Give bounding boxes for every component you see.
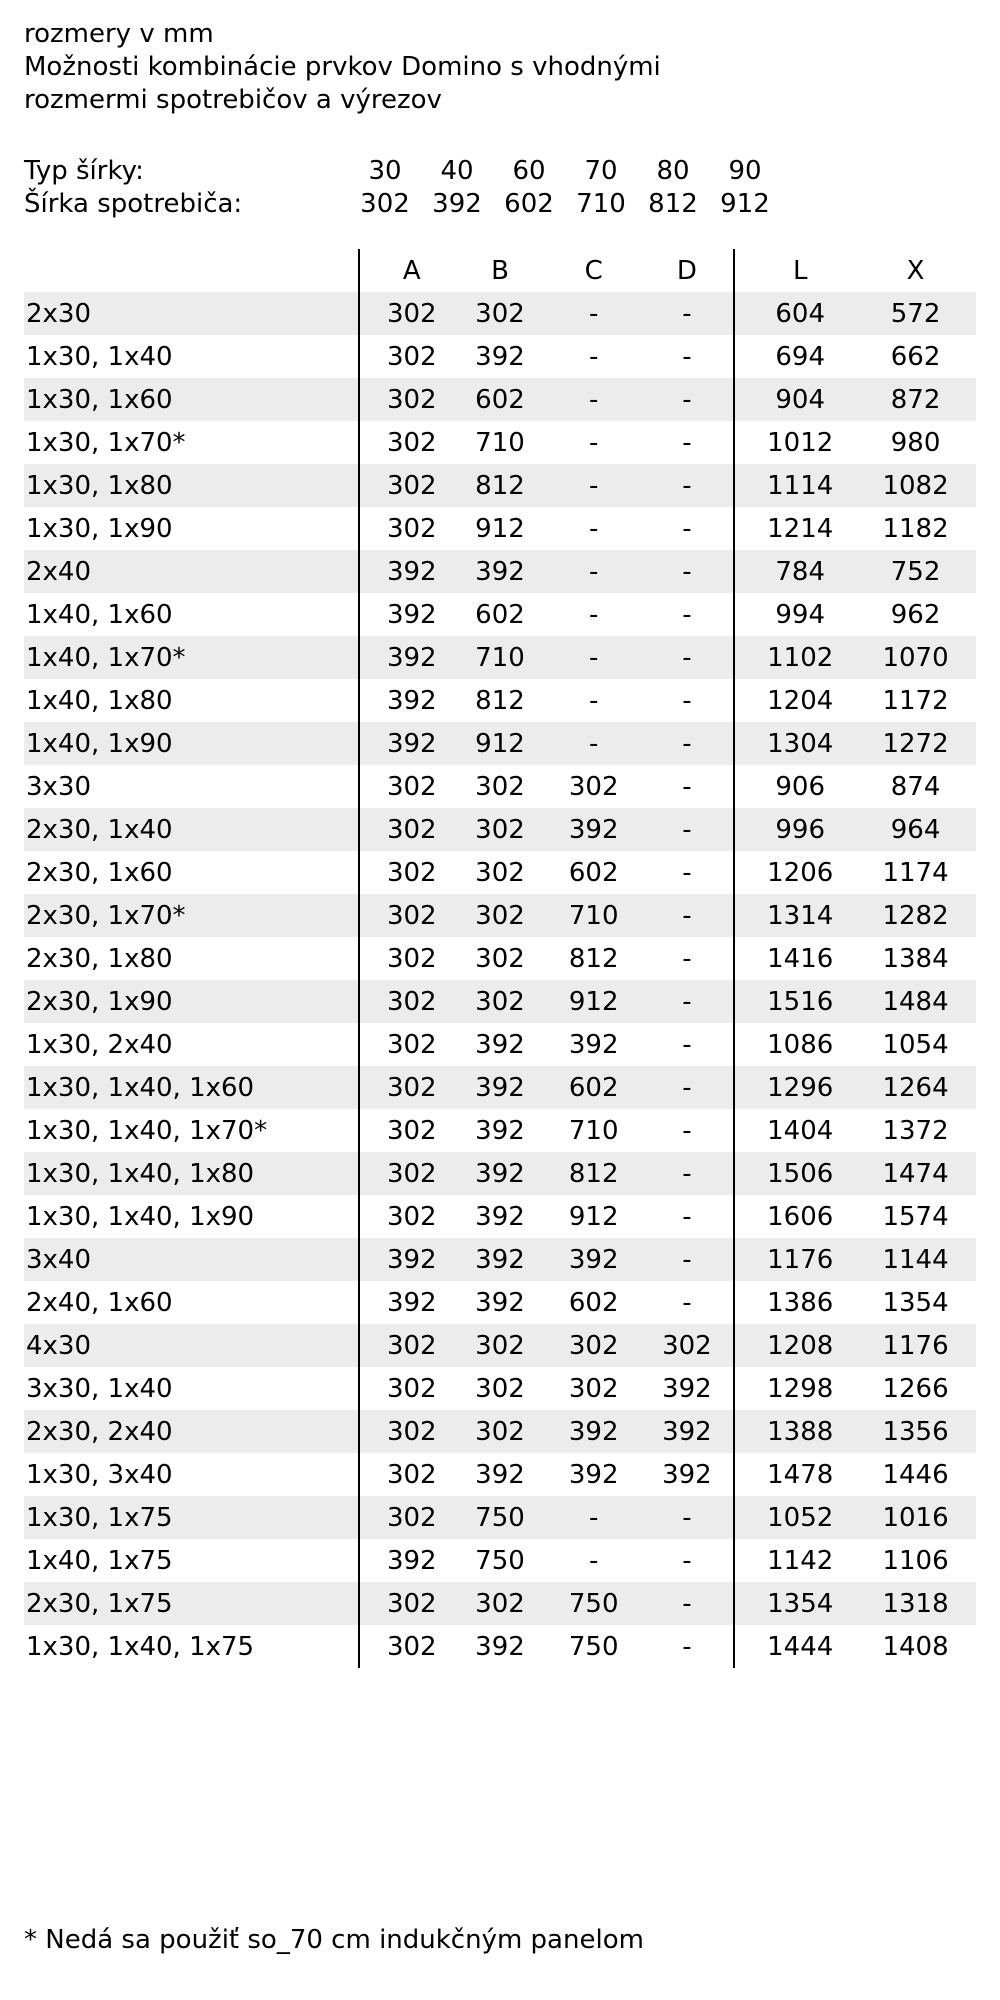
width-type-value: 90 — [728, 156, 762, 186]
cell-l: 1388 — [734, 1410, 855, 1453]
cell-a: 302 — [359, 1582, 453, 1625]
cell-a: 302 — [359, 937, 453, 980]
cell-combination: 1x30, 1x90 — [26, 513, 173, 544]
table-row — [24, 1023, 976, 1066]
cell-d: - — [641, 722, 735, 765]
cell-x: 872 — [855, 378, 976, 421]
cell-d: 392 — [662, 1373, 712, 1404]
cell-combination: 1x30, 1x40, 1x70* — [26, 1115, 268, 1146]
cell-l: 1086 — [734, 1023, 855, 1066]
cell-b: 302 — [453, 808, 547, 851]
cell-x: 1106 — [882, 1545, 949, 1576]
cell-a: 392 — [359, 593, 453, 636]
device-width-value: 302 — [360, 189, 410, 219]
cell-x: 1144 — [855, 1238, 976, 1281]
cell-b: 302 — [475, 771, 525, 802]
cell-d: - — [641, 1152, 735, 1195]
cell-d: - — [682, 943, 692, 974]
cell-b: 302 — [453, 1582, 547, 1625]
cell-a: 302 — [359, 1367, 453, 1410]
table-row — [24, 1367, 976, 1410]
cell-x: 1282 — [855, 894, 976, 937]
cell-d: - — [641, 1496, 735, 1539]
cell-combination: 1x30, 3x40 — [26, 1459, 173, 1490]
cell-x: 1016 — [855, 1496, 976, 1539]
cell-d: - — [641, 980, 735, 1023]
cell-combination: 2x30, 1x75 — [24, 1582, 359, 1625]
table-row — [24, 722, 976, 765]
cell-b: 392 — [475, 1115, 525, 1146]
table-row — [24, 1582, 976, 1625]
cell-a: 302 — [359, 1109, 453, 1152]
cell-combination: 2x40 — [24, 550, 359, 593]
cell-x: 1574 — [882, 1201, 949, 1232]
cell-b: 812 — [453, 464, 547, 507]
cell-b: 602 — [453, 378, 547, 421]
cell-d: - — [641, 1066, 735, 1109]
cell-c: 392 — [568, 1459, 619, 1490]
combination-table — [24, 249, 976, 1668]
cell-a: 302 — [359, 1066, 453, 1109]
table-row — [24, 937, 976, 980]
cell-a: 302 — [359, 378, 453, 421]
cell-d: - — [641, 808, 735, 851]
cell-x: 1266 — [882, 1373, 949, 1404]
cell-b: 392 — [453, 1238, 547, 1281]
table-row — [24, 851, 976, 894]
cell-b: 392 — [475, 1287, 525, 1318]
cell-b: 812 — [475, 685, 525, 716]
device-width-value: 392 — [432, 189, 482, 219]
cell-d: - — [682, 427, 692, 458]
cell-a: 302 — [359, 464, 453, 507]
cell-d: - — [641, 894, 735, 937]
width-type-values — [349, 155, 781, 188]
cell-b: 392 — [453, 1152, 547, 1195]
cell-c: - — [589, 341, 599, 372]
cell-a: 302 — [359, 1152, 453, 1195]
width-type-value: 30 — [368, 156, 402, 186]
cell-c: - — [589, 427, 599, 458]
cell-l: 1298 — [734, 1367, 855, 1410]
cell-c: - — [547, 378, 641, 421]
cell-l: 996 — [734, 808, 855, 851]
cell-c: 710 — [568, 1115, 619, 1146]
cell-combination: 2x30, 2x40 — [24, 1410, 359, 1453]
intro-line-title-2: rozmermi spotrebičov a výrezov — [24, 85, 442, 115]
cell-a: 302 — [359, 1453, 453, 1496]
cell-x: 874 — [890, 771, 941, 802]
table-row — [24, 1625, 976, 1668]
header-row — [24, 249, 976, 292]
cell-d: 392 — [641, 1410, 735, 1453]
table-row — [24, 593, 976, 636]
cell-l: 904 — [734, 378, 855, 421]
cell-l: 1314 — [734, 894, 855, 937]
header-b: B — [491, 255, 509, 286]
cell-a: 302 — [359, 1625, 453, 1668]
table-row — [24, 550, 976, 593]
cell-c: 392 — [547, 808, 641, 851]
cell-c: 750 — [547, 1582, 641, 1625]
cell-c: - — [547, 722, 641, 765]
cell-c: 302 — [568, 771, 619, 802]
cell-a: 302 — [359, 292, 453, 335]
cell-x: 752 — [855, 550, 976, 593]
cell-l: 1444 — [734, 1625, 855, 1668]
cell-d: - — [682, 857, 692, 888]
cell-b: 302 — [453, 980, 547, 1023]
cell-b: 392 — [475, 1029, 525, 1060]
cell-b: 302 — [453, 292, 547, 335]
cell-c: 392 — [547, 1238, 641, 1281]
cell-l: 1404 — [734, 1109, 855, 1152]
cell-combination: 2x30, 1x60 — [26, 857, 173, 888]
cell-a: 302 — [359, 421, 453, 464]
table-row — [24, 1324, 976, 1367]
cell-c: 392 — [547, 1410, 641, 1453]
header-combination — [24, 249, 359, 292]
cell-c: 812 — [568, 943, 619, 974]
cell-d: 302 — [641, 1324, 735, 1367]
table-row — [24, 1496, 976, 1539]
table-row — [24, 636, 976, 679]
cell-l: 1102 — [734, 636, 855, 679]
cell-x: 1054 — [882, 1029, 949, 1060]
cell-c: 912 — [547, 980, 641, 1023]
table-row — [24, 1238, 976, 1281]
cell-combination: 3x30 — [26, 771, 92, 802]
cell-combination: 1x40, 1x90 — [24, 722, 359, 765]
cell-l: 994 — [734, 593, 855, 636]
cell-d: - — [682, 599, 692, 630]
cell-x: 1272 — [855, 722, 976, 765]
cell-combination: 1x40, 1x75 — [26, 1545, 173, 1576]
cell-a: 302 — [359, 507, 453, 550]
cell-b: 302 — [453, 1410, 547, 1453]
cell-c: 602 — [568, 1287, 619, 1318]
cell-x: 1070 — [855, 636, 976, 679]
width-type-row — [24, 155, 976, 188]
cell-a: 392 — [359, 1539, 453, 1582]
cell-l: 1114 — [734, 464, 855, 507]
table-row — [24, 765, 976, 808]
cell-l: 1296 — [734, 1066, 855, 1109]
cell-combination: 2x40, 1x60 — [26, 1287, 173, 1318]
cell-b: 710 — [475, 427, 525, 458]
cell-a: 302 — [359, 1496, 453, 1539]
cell-l: 1304 — [734, 722, 855, 765]
cell-c: - — [547, 550, 641, 593]
cell-d: - — [682, 1201, 692, 1232]
cell-x: 662 — [890, 341, 941, 372]
cell-c: - — [589, 1545, 599, 1576]
cell-c: - — [589, 513, 599, 544]
cell-l: 1012 — [734, 421, 855, 464]
intro-line-title-1: Možnosti kombinácie prvkov Domino s vhodnými — [24, 52, 661, 82]
cell-l: 1416 — [734, 937, 855, 980]
cell-l: 1206 — [734, 851, 855, 894]
cell-b: 392 — [453, 1066, 547, 1109]
cell-combination: 1x30, 1x40, 1x60 — [24, 1066, 359, 1109]
intro-block — [24, 18, 976, 117]
cell-combination: 1x30, 1x40 — [26, 341, 173, 372]
cell-l: 1506 — [734, 1152, 855, 1195]
cell-c: 750 — [568, 1631, 619, 1662]
cell-b: 392 — [475, 1631, 525, 1662]
table-row — [24, 1539, 976, 1582]
cell-c: - — [547, 292, 641, 335]
table-row — [24, 980, 976, 1023]
header-l: L — [734, 249, 855, 292]
header-x: X — [906, 255, 925, 286]
cell-d: - — [641, 550, 735, 593]
cell-combination: 1x40, 1x70* — [24, 636, 359, 679]
cell-c: 392 — [568, 1029, 619, 1060]
cell-d: - — [682, 1631, 692, 1662]
cell-x: 1174 — [882, 857, 949, 888]
cell-x: 980 — [890, 427, 941, 458]
cell-combination: 2x30, 1x70* — [24, 894, 359, 937]
cell-c: 812 — [547, 1152, 641, 1195]
cell-b: 392 — [475, 1201, 525, 1232]
cell-l: 1516 — [734, 980, 855, 1023]
cell-b: 392 — [475, 341, 525, 372]
cell-combination: 1x30, 1x60 — [24, 378, 359, 421]
cell-x: 1172 — [882, 685, 949, 716]
cell-l: 1052 — [734, 1496, 855, 1539]
cell-a: 302 — [359, 1195, 453, 1238]
cell-a: 302 — [359, 1023, 453, 1066]
cell-d: - — [641, 292, 735, 335]
cell-b: 302 — [453, 1324, 547, 1367]
width-type-value: 70 — [584, 156, 618, 186]
cell-d: - — [641, 378, 735, 421]
cell-d: - — [682, 1115, 692, 1146]
cell-d: - — [641, 464, 735, 507]
device-width-value: 912 — [720, 189, 770, 219]
table-row — [24, 335, 976, 378]
cell-c: 710 — [547, 894, 641, 937]
cell-combination: 4x30 — [24, 1324, 359, 1367]
cell-c: 912 — [568, 1201, 619, 1232]
cell-d: - — [641, 1582, 735, 1625]
cell-c: - — [589, 685, 599, 716]
cell-a: 392 — [359, 636, 453, 679]
header-a: A — [359, 249, 453, 292]
table-row — [24, 1152, 976, 1195]
cell-c: - — [547, 636, 641, 679]
table-row — [24, 1453, 976, 1496]
width-type-value: 40 — [440, 156, 474, 186]
cell-b: 602 — [475, 599, 525, 630]
width-type-value: 80 — [656, 156, 690, 186]
cell-combination: 1x30, 1x75 — [24, 1496, 359, 1539]
cell-x: 1176 — [855, 1324, 976, 1367]
cell-b: 392 — [475, 1459, 525, 1490]
cell-x: 1264 — [855, 1066, 976, 1109]
table-row — [24, 808, 976, 851]
table-row — [24, 894, 976, 937]
table-row — [24, 1195, 976, 1238]
device-width-value: 812 — [648, 189, 698, 219]
cell-c: - — [589, 599, 599, 630]
cell-d: - — [641, 636, 735, 679]
table-body — [24, 292, 976, 1668]
cell-l: 1354 — [734, 1582, 855, 1625]
table-row — [24, 378, 976, 421]
cell-b: 750 — [475, 1545, 525, 1576]
cell-x: 1354 — [882, 1287, 949, 1318]
cell-c: 602 — [547, 1066, 641, 1109]
cell-b: 392 — [453, 550, 547, 593]
cell-a: 302 — [359, 808, 453, 851]
cell-a: 302 — [359, 1410, 453, 1453]
table-row — [24, 1281, 976, 1324]
footnote: * Nedá sa použiť so_70 cm indukčným panelom — [24, 1925, 644, 1955]
cell-combination: 1x30, 1x80 — [24, 464, 359, 507]
cell-d: - — [682, 1545, 692, 1576]
cell-combination: 2x30, 1x90 — [24, 980, 359, 1023]
width-type-value: 60 — [512, 156, 546, 186]
cell-b: 750 — [453, 1496, 547, 1539]
cell-combination: 3x30, 1x40 — [26, 1373, 173, 1404]
cell-x: 1318 — [855, 1582, 976, 1625]
cell-combination: 1x40, 1x80 — [26, 685, 173, 716]
cell-combination: 1x30, 1x40, 1x75 — [26, 1631, 255, 1662]
cell-x: 962 — [890, 599, 941, 630]
table-head — [24, 249, 976, 292]
cell-b: 302 — [453, 894, 547, 937]
cell-a: 392 — [359, 1281, 453, 1324]
cell-combination: 2x30, 1x40 — [24, 808, 359, 851]
cell-d: - — [682, 771, 692, 802]
device-width-row — [24, 188, 976, 221]
width-type-label: Typ šírky: — [24, 156, 144, 186]
table-row — [24, 507, 976, 550]
cell-c: 302 — [547, 1324, 641, 1367]
device-width-values — [349, 188, 781, 221]
cell-l: 1214 — [734, 507, 855, 550]
cell-l: 1208 — [734, 1324, 855, 1367]
table-row — [24, 421, 976, 464]
cell-d: - — [641, 1238, 735, 1281]
cell-x: 1372 — [882, 1115, 949, 1146]
cell-l: 604 — [734, 292, 855, 335]
cell-a: 302 — [359, 765, 453, 808]
cell-combination: 1x30, 1x40, 1x90 — [26, 1201, 255, 1232]
cell-x: 1408 — [882, 1631, 949, 1662]
cell-combination: 3x40 — [24, 1238, 359, 1281]
cell-l: 1142 — [734, 1539, 855, 1582]
cell-d: - — [682, 1287, 692, 1318]
cell-x: 1484 — [855, 980, 976, 1023]
header-d: D — [676, 255, 697, 286]
table-row — [24, 679, 976, 722]
cell-l: 1386 — [734, 1281, 855, 1324]
cell-d: - — [682, 341, 692, 372]
cell-x: 964 — [855, 808, 976, 851]
cell-l: 1204 — [734, 679, 855, 722]
cell-combination: 1x30, 1x40, 1x80 — [24, 1152, 359, 1195]
table-row — [24, 1410, 976, 1453]
cell-a: 302 — [359, 335, 453, 378]
cell-l: 1606 — [734, 1195, 855, 1238]
cell-d: - — [682, 685, 692, 716]
cell-c: - — [547, 464, 641, 507]
cell-b: 912 — [475, 513, 525, 544]
cell-x: 1446 — [882, 1459, 949, 1490]
cell-x: 1182 — [882, 513, 949, 544]
cell-x: 1082 — [855, 464, 976, 507]
cell-x: 1474 — [855, 1152, 976, 1195]
cell-l: 694 — [734, 335, 855, 378]
device-width-value: 710 — [576, 189, 626, 219]
cell-x: 1384 — [882, 943, 949, 974]
cell-a: 392 — [359, 679, 453, 722]
cell-b: 710 — [453, 636, 547, 679]
cell-a: 302 — [359, 1324, 453, 1367]
table-row — [24, 464, 976, 507]
cell-c: - — [547, 1496, 641, 1539]
cell-b: 302 — [475, 943, 525, 974]
cell-l: 1478 — [734, 1453, 855, 1496]
cell-l: 1176 — [734, 1238, 855, 1281]
table-row — [24, 292, 976, 335]
cell-b: 912 — [453, 722, 547, 765]
cell-a: 302 — [359, 894, 453, 937]
cell-d: - — [682, 1029, 692, 1060]
device-width-label: Šírka spotrebiča: — [24, 189, 243, 219]
cell-a: 392 — [359, 722, 453, 765]
cell-d: - — [682, 513, 692, 544]
cell-combination: 1x30, 2x40 — [26, 1029, 173, 1060]
device-width-value: 602 — [504, 189, 554, 219]
width-summary — [24, 155, 976, 221]
table-row — [24, 1066, 976, 1109]
cell-a: 302 — [359, 851, 453, 894]
cell-x: 1356 — [855, 1410, 976, 1453]
cell-combination: 1x40, 1x60 — [26, 599, 173, 630]
cell-a: 392 — [359, 1238, 453, 1281]
cell-combination: 2x30, 1x80 — [26, 943, 173, 974]
cell-l: 784 — [734, 550, 855, 593]
intro-line-units: rozmery v mm — [24, 19, 214, 49]
cell-b: 302 — [475, 1373, 525, 1404]
cell-combination: 2x30 — [24, 292, 359, 335]
cell-b: 302 — [475, 857, 525, 888]
cell-x: 572 — [855, 292, 976, 335]
header-c: C — [584, 255, 603, 286]
cell-combination: 1x30, 1x70* — [26, 427, 186, 458]
cell-a: 392 — [359, 550, 453, 593]
cell-d: 392 — [662, 1459, 712, 1490]
cell-c: 302 — [568, 1373, 619, 1404]
cell-l: 906 — [734, 765, 855, 808]
cell-c: 602 — [568, 857, 619, 888]
cell-a: 302 — [359, 980, 453, 1023]
table-row — [24, 1109, 976, 1152]
